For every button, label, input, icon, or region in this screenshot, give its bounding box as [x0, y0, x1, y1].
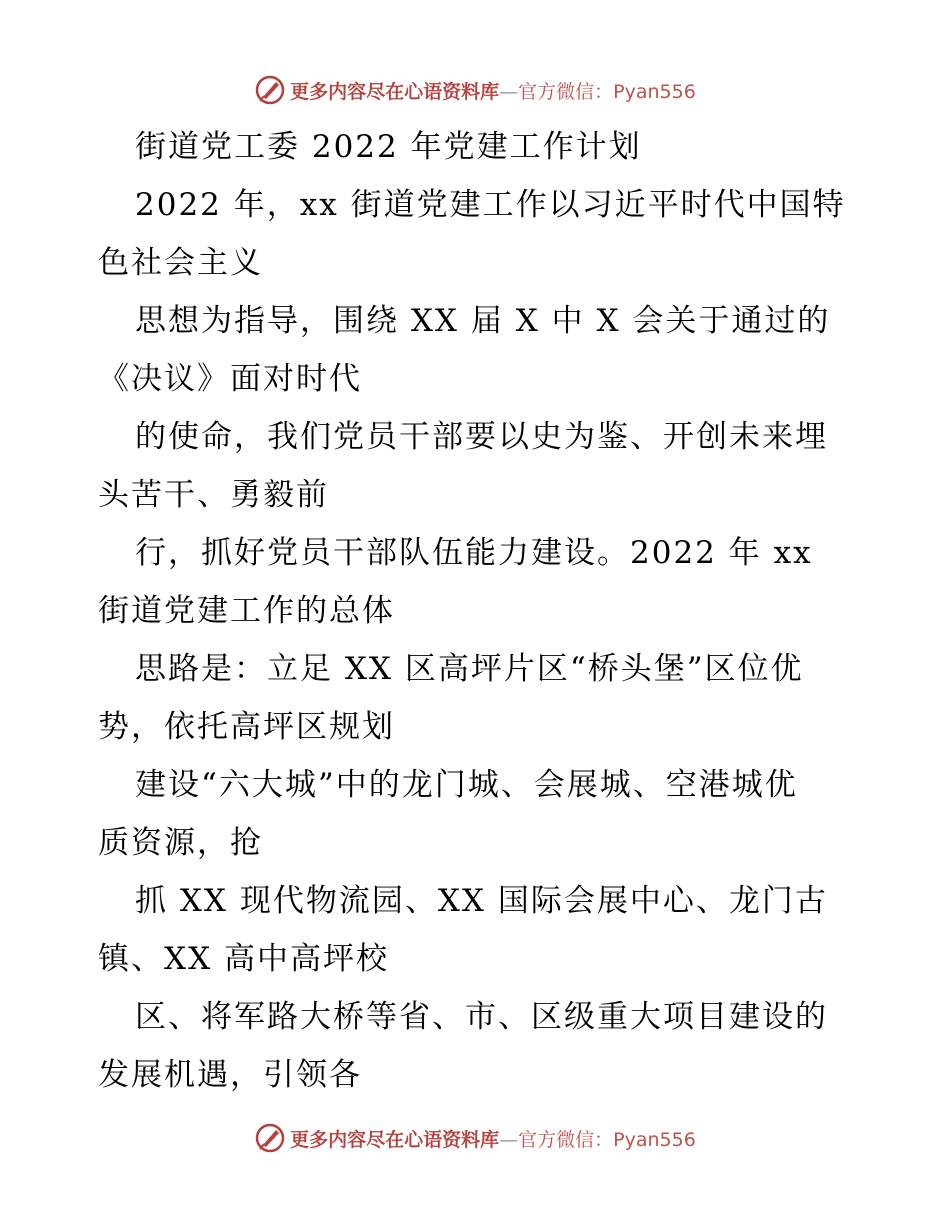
paragraph-line: 思想为指导，围绕 XX 届 X 中 X 会关于通过的: [135, 303, 831, 339]
watermark-wechat: 官方微信：Pyan556: [518, 80, 696, 103]
paragraph-line: 发展机遇，引领各: [98, 1057, 362, 1093]
paragraph-line: 行，抓好党员干部队伍能力建设。2022 年 xx: [135, 535, 813, 571]
paragraph-line: 头苦干、勇毅前: [98, 477, 329, 513]
paragraph-line: 街道党建工作的总体: [98, 593, 395, 629]
quill-pen-icon: [254, 74, 286, 106]
header-watermark-banner: [0, 70, 950, 110]
paragraph-line: 镇、XX 高中高坪校: [98, 941, 389, 977]
watermark-separator: —: [499, 1128, 519, 1151]
watermark-separator: —: [499, 80, 519, 103]
paragraph-line: 色社会主义: [98, 245, 263, 281]
watermark-wechat: 官方微信：Pyan556: [518, 1128, 696, 1151]
paragraph-line: 区、将军路大桥等省、市、区级重大项目建设的: [135, 999, 828, 1035]
quill-pen-icon: [254, 1122, 286, 1154]
document-title: 街道党工委 2022 年党建工作计划: [135, 129, 642, 165]
paragraph-line: 质资源，抢: [98, 825, 263, 861]
paragraph-line: 抓 XX 现代物流园、XX 国际会展中心、龙门古: [135, 883, 828, 919]
paragraph-line: 《决议》面对时代: [98, 361, 362, 397]
watermark-text: [290, 1125, 696, 1152]
paragraph-line: 势，依托高坪区规划: [98, 709, 395, 745]
paragraph-line: 建设“六大城”中的龙门城、会展城、空港城优: [135, 767, 798, 803]
watermark-text: [290, 77, 696, 104]
paragraph-line: 思路是：立足 XX 区高坪片区“桥头堡”区位优: [135, 651, 804, 687]
watermark-brand: 更多内容尽在心语资料库: [290, 1128, 500, 1151]
document-body: [98, 118, 858, 1104]
watermark-brand: 更多内容尽在心语资料库: [290, 80, 500, 103]
paragraph-line: 的使命，我们党员干部要以史为鉴、开创未来埋: [135, 419, 828, 455]
paragraph-line: 2022 年，xx 街道党建工作以习近平时代中国特: [135, 187, 846, 223]
footer-watermark-banner: [0, 1118, 950, 1158]
